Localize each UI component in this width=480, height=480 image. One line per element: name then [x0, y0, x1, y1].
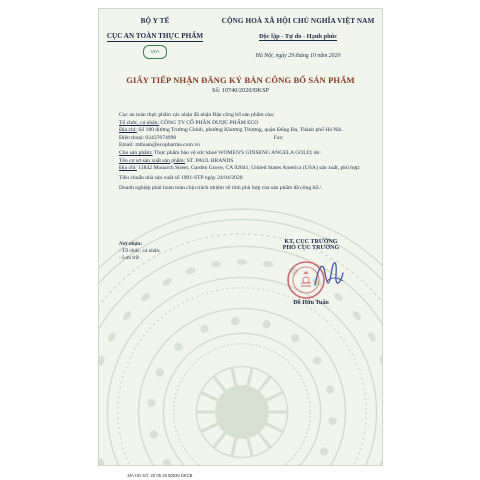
signature-block	[251, 239, 371, 306]
national-motto: Độc lập - Tự do - Hạnh phúc	[258, 33, 338, 40]
product-value: Thực phẩm bảo vệ sức khoẻ WOMEN'S GINSENG ANGELA GOLD; do:	[153, 149, 321, 156]
recipient-item: - Tổ chức, cá nhân;	[119, 248, 161, 255]
responsibility-line: Doanh nghiệp phải hoàn toàn chịu trách nhiệm về tính phù hợp của sản phẩm đã công bố./.	[119, 184, 323, 191]
address-value: Số 180 đường Trường Chinh, phường Khương Thượng, quận Đống Đa, Thành phố Hà Nội.	[138, 127, 343, 134]
email-line	[119, 142, 371, 150]
product-label: Cho sản phẩm:	[119, 149, 153, 156]
signer-name: Đỗ Hữu Tuấn	[293, 300, 329, 306]
signature-title: KT. CỤC TRƯỞNG	[284, 239, 338, 245]
handwritten-signature-icon	[309, 255, 349, 295]
nation-name: CỘNG HOÀ XÃ HỘI CHỦ NGHĨA VIỆT NAM	[221, 17, 375, 25]
phone-value: 02437674990	[145, 134, 177, 141]
document-page	[98, 8, 383, 466]
producer-value: ST. PAUL BRANDS	[186, 157, 234, 164]
agency-name: CỤC AN TOÀN THỰC PHẨM	[106, 32, 204, 40]
intro-line: Cục an toàn thực phẩm xác nhận đã nhận Bản công bố sản phẩm của:	[119, 112, 275, 118]
product-line	[119, 150, 371, 158]
email-value: mthuan@ecopharma.com.vn	[135, 142, 200, 149]
phone-label: Điện thoại:	[119, 134, 145, 141]
fax-label: Fax:	[273, 134, 284, 141]
address-label: Địa chỉ:	[119, 127, 137, 134]
recipients-heading: Nơi nhận:	[119, 241, 143, 247]
national-header	[217, 17, 379, 43]
producer-address-label: Địa chỉ:	[119, 165, 137, 172]
producer-address-line	[119, 165, 371, 173]
document-body	[119, 112, 371, 192]
organization-value: CÔNG TY CỔ PHẦN DƯỢC PHẨM ECO	[160, 119, 259, 126]
issuing-agency-header	[103, 17, 207, 59]
producer-label: Tên cơ sở sản xuất sản phẩm:	[119, 157, 186, 164]
email-label: Email:	[119, 142, 134, 149]
ministry-name: BỘ Y TẾ	[140, 17, 170, 25]
signature-position: PHÓ CỤC TRƯỞNG	[282, 245, 340, 251]
recipients-block	[119, 241, 229, 263]
file-code: MA HO SO: 20 05 19 50530 DKCB	[127, 473, 193, 478]
document-number: Số: 10740/2020/ĐKSP	[212, 87, 269, 94]
place-date: Hà Nội, ngày 29 tháng 10 năm 2020	[255, 53, 341, 59]
address-line	[119, 127, 371, 135]
agency-logo-icon: VFA	[143, 45, 167, 59]
standard-line: Tiêu chuẩn nhà sản xuất số 1091-STP ngày 24/04/2020	[119, 174, 243, 181]
phone-fax-line	[119, 135, 371, 143]
organization-label: Tổ chức, cá nhân:	[119, 119, 159, 126]
producer-address-value: 11842 Monarch Street, Garden Grove, CA 92841, United States America (USA) sản xuất, phù hợp:	[138, 165, 361, 172]
document-title: GIẤY TIẾP NHẬN ĐĂNG KÝ BẢN CÔNG BỐ SẢN PHẨM	[126, 75, 355, 85]
recipient-item: - Lưu trữ.	[119, 255, 140, 262]
